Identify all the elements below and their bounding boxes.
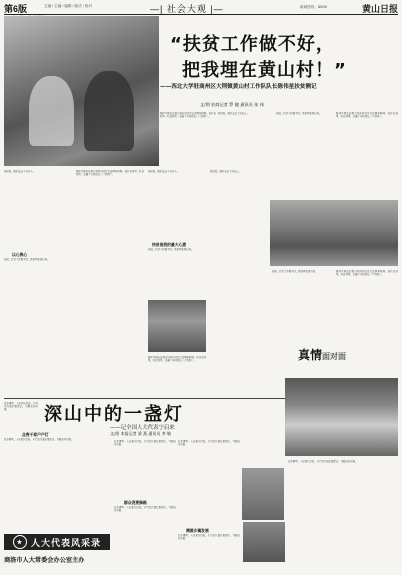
body-text: 他说，扶贫工作做不好，把我埋在黄山村。 — [4, 258, 50, 261]
portrait-photo — [242, 468, 284, 520]
column-banner-label: 人大代表风采录 — [30, 538, 101, 549]
feature-subtitle: ——西北大学驻商州区大荆镇黄山村工作队队长陈伟星扶贫侧记 — [160, 84, 317, 90]
column-logo-small: 面对面 — [322, 352, 347, 361]
portrait-photo — [243, 522, 285, 562]
body-text: 陈伟星同志在黄山村驻村扶贫已近两年时间。他住在村里，吃在村里，走遍了全村的每一户贫困户。 — [336, 112, 398, 119]
editor-meta: 主编 / 主编 / 编辑 / 版式 / 校对 — [44, 4, 92, 8]
header-divider — [4, 14, 398, 15]
body-text: 村民说，陈队长是个实在人。 — [210, 170, 242, 173]
body-text: 村民说，陈队长是个实在人。 — [4, 170, 36, 173]
body-text: 在乡镇里，大家都认识他，宁启来代表扎根深山，为群众办实事。 — [114, 506, 176, 513]
bridge-photo — [270, 200, 398, 266]
article2-subtitle: ——记全国人大代表宁启来 — [110, 425, 175, 431]
body-text: 在乡镇里，大家都认识他，宁启来代表扎根深山，为群众办实事。 — [178, 534, 240, 541]
page-number: 第6版 — [4, 4, 28, 14]
body-text: 他说，扶贫工作做不好，把我埋在黄山村。 — [276, 112, 322, 115]
sponsor-line: 商洛市人大常委会办公室主办 — [4, 557, 85, 564]
body-text: 在乡镇里，大家都认识他，宁启来代表扎根深山，为群众办实事。 — [4, 402, 38, 412]
article2-byline: 文/图 本报记者 梁 燕 通讯员 李 敏 — [110, 431, 171, 436]
feature-photo — [4, 16, 159, 166]
body-text: 在乡镇里，大家都认识他，宁启来代表扎根深山，为群众办实事。 — [4, 438, 74, 441]
hotline: 新闻热线 · 4888 — [300, 5, 327, 9]
body-text: 他说，扶贫工作做不好，把我埋在黄山村。 — [148, 248, 194, 251]
photo-figure — [84, 71, 134, 151]
body-text: 陈伟星同志在黄山村驻村扶贫已近两年时间。他住在村里，吃在村里，走遍了全村的每一户贫困户。 — [160, 112, 216, 119]
section-heading: 扶贫是我的最大心愿 — [152, 242, 187, 247]
column-logo-big: 真情 — [298, 348, 323, 362]
body-text: 陈伟星同志在黄山村驻村扶贫已近两年时间。他住在村里，吃在村里，走遍了全村的每一户贫困户。 — [76, 170, 144, 177]
body-text: 他说，扶贫工作做不好，把我埋在黄山村。 — [272, 270, 318, 273]
body-text: 在乡镇里，大家都认识他，宁启来代表扎根深山，为群众办实事。 — [178, 440, 240, 447]
body-text: 陈伟星同志在黄山村驻村扶贫已近两年时间。他住在村里，吃在村里，走遍了全村的每一户贫困户。 — [148, 356, 206, 363]
body-text: 陈伟星同志在黄山村驻村扶贫已近两年时间。他住在村里，吃在村里，走遍了全村的每一户贫困户。 — [336, 270, 398, 277]
body-text: 村民说，陈队长是个实在人。 — [218, 112, 250, 115]
section-title: —| 社会大观 |— — [150, 4, 224, 14]
body-text: 在乡镇里，大家都认识他，宁启来代表扎根深山，为群众办实事。 — [114, 440, 176, 447]
section-heading: 以心换心 — [12, 252, 28, 257]
column-logo — [298, 346, 346, 363]
congress-hall-photo — [285, 378, 398, 456]
village-photo — [148, 300, 206, 352]
body-text: 在乡镇里，大家都认识他，宁启来代表扎根深山，为群众办实事。 — [288, 460, 358, 463]
photo-figure — [29, 76, 74, 146]
emblem-icon: ★ — [13, 535, 27, 549]
article2-subhead: 溯源乡镇发展 — [186, 528, 209, 533]
feature-title-line1: “扶贫工作做不好， — [170, 34, 335, 55]
body-text: 村民说，陈队长是个实在人。 — [148, 170, 180, 173]
article2-title: 深山中的一盏灯 — [44, 404, 184, 425]
article2-subhead: 群众说要修路 — [124, 500, 147, 505]
column-subhead: 点亮千家户户灯 — [22, 432, 49, 437]
feature-title-line2: 把我埋在黄山村！” — [182, 60, 347, 81]
column-banner — [4, 534, 110, 550]
feature-byline: 文/图 驻商记者 罗 婕 通讯员 张 伟 — [200, 102, 264, 107]
masthead-logo: 黄山日报 — [361, 4, 398, 14]
